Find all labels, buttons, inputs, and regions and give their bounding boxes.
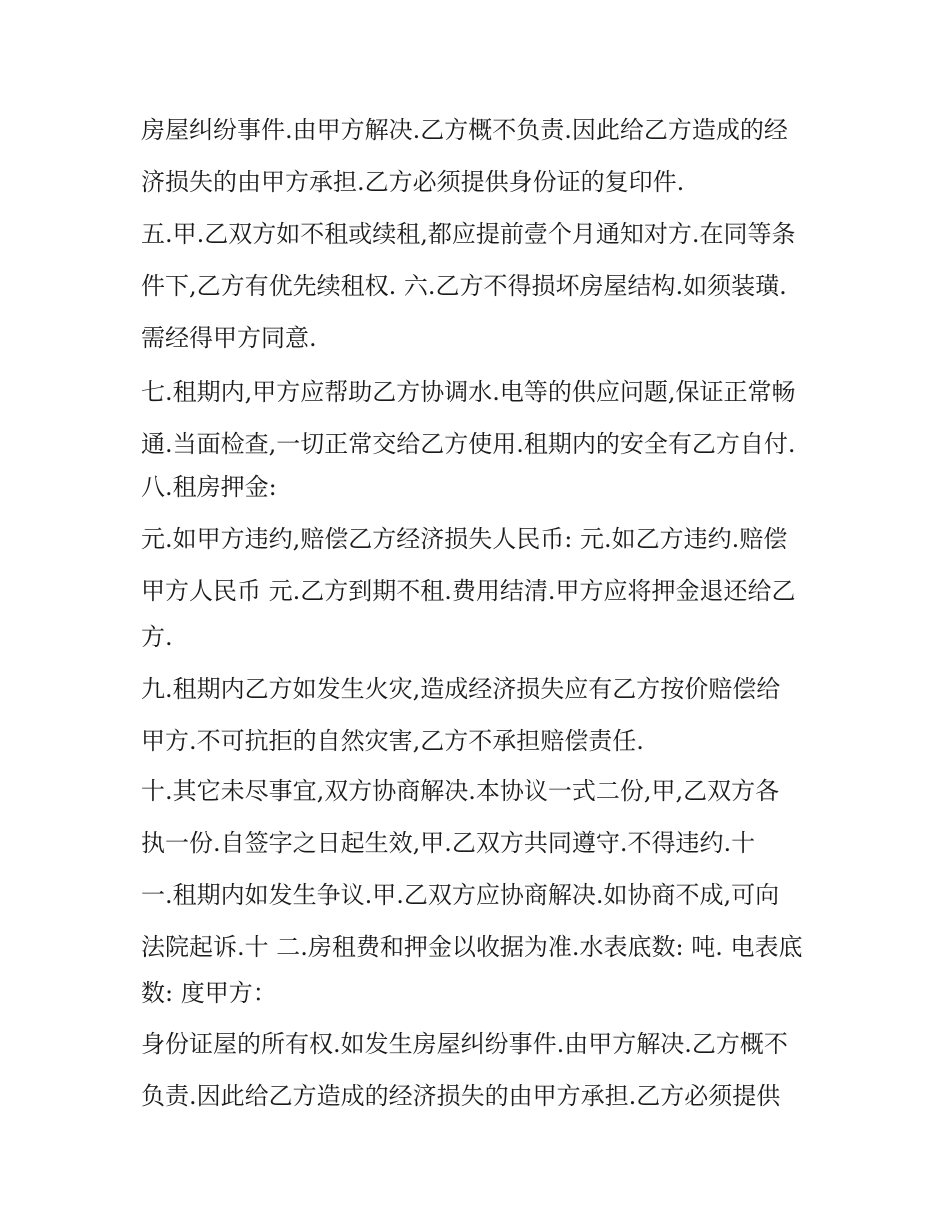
- document-line: 方.: [141, 623, 173, 651]
- document-line: 甲方人民币 元.乙方到期不租.费用结清.甲方应将押金退还给乙: [141, 577, 796, 605]
- document-line: 房屋纠纷事件.由甲方解决.乙方概不负责.因此给乙方造成的经: [141, 116, 788, 144]
- document-line: 十.其它未尽事宜,双方协商解决.本协议一式二份,甲,乙双方各: [141, 777, 780, 805]
- document-line: 八.租房押金:: [141, 473, 277, 501]
- document-line: 法院起诉.十 二.房租费和押金以收据为准.水表底数: 吨. 电表底: [141, 933, 803, 961]
- document-line: 通.当面检查,一切正常交给乙方使用.租期内的安全有乙方自付.: [141, 430, 796, 458]
- document-line: 九.租期内乙方如发生火灾,造成经济损失应有乙方按价赔偿给: [141, 675, 781, 703]
- document-line: 七.租期内,甲方应帮助乙方协调水.电等的供应问题,保证正常畅: [141, 378, 796, 406]
- document-line: 数: 度甲方：: [141, 979, 277, 1007]
- document-line: 需经得甲方同意.: [141, 324, 317, 352]
- document-line: 甲方.不可抗拒的自然灾害,乙方不承担赔偿责任.: [141, 727, 644, 755]
- document-line: 济损失的由甲方承担.乙方必须提供身份证的复印件.: [141, 168, 685, 196]
- document-line: 负责.因此给乙方造成的经济损失的由甲方承担.乙方必须提供: [141, 1082, 781, 1110]
- document-line: 件下,乙方有优先续租权. 六.乙方不得损坏房屋结构.如须装璜.: [141, 272, 787, 300]
- document-line: 元.如甲方违约,赔偿乙方经济损失人民币: 元.如乙方违约.赔偿: [141, 525, 788, 553]
- document-line: 身份证屋的所有权.如发生房屋纠纷事件.由甲方解决.乙方概不: [141, 1030, 788, 1058]
- document-line: 执一份.自签字之日起生效,甲.乙双方共同遵守.不得违约.十: [141, 829, 756, 857]
- document-line: 一.租期内如发生争议.甲.乙双方应协商解决.如协商不成,可向: [141, 881, 780, 909]
- document-line: 五.甲.乙双方如不租或续租,都应提前壹个月通知对方.在同等条: [141, 220, 796, 248]
